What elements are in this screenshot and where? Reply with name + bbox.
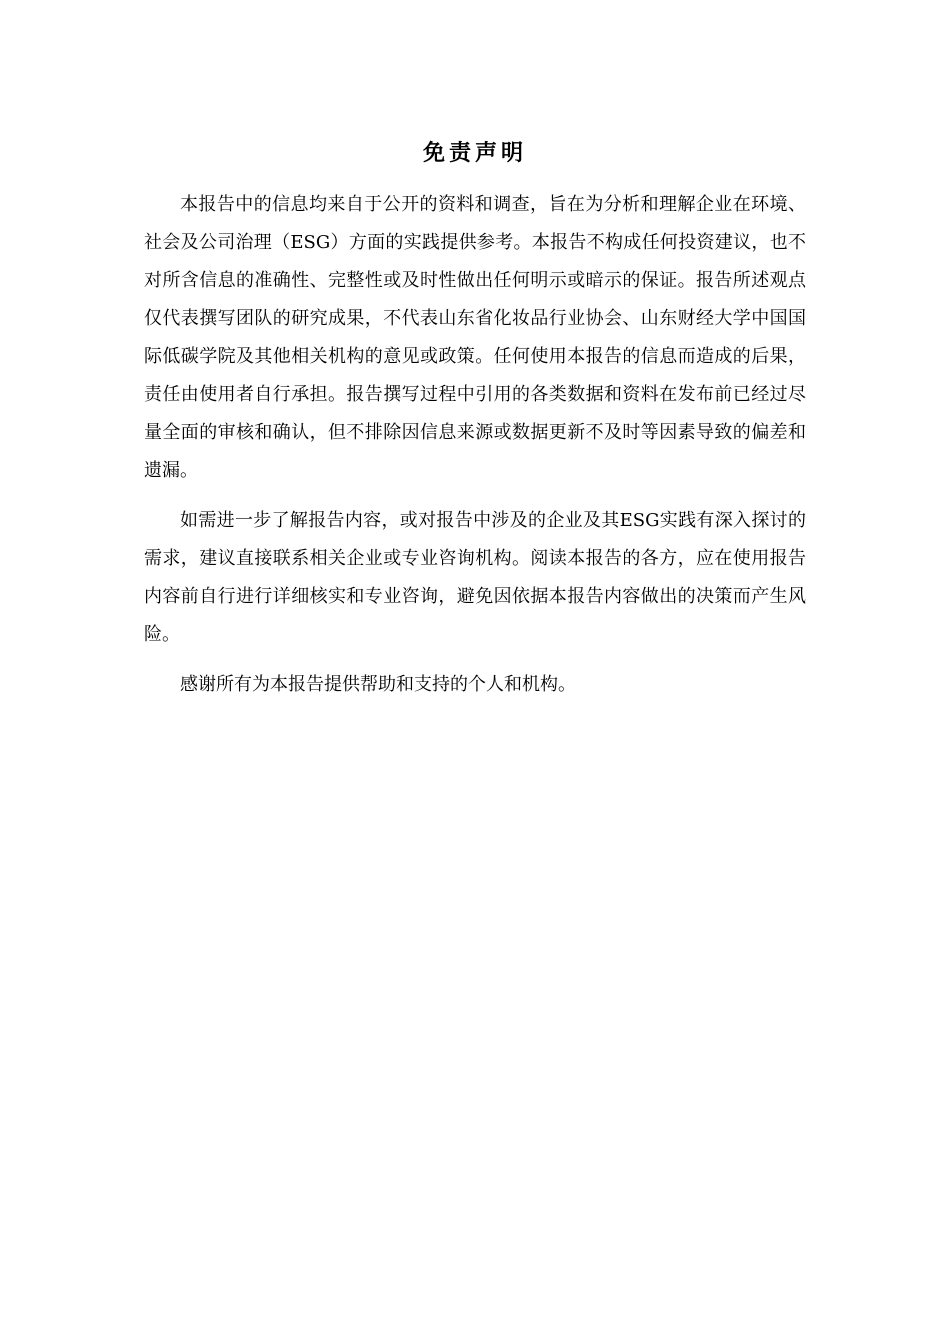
disclaimer-body [144, 186, 806, 716]
paragraph-acknowledgement: 感谢所有为本报告提供帮助和支持的个人和机构。 [180, 674, 576, 695]
paragraph-further-info: 如需进一步了解报告内容，或对报告中涉及的企业及其ESG实践有深入探讨的需求，建议直接联系相关企业或专业咨询机构。阅读本报告的各方，应在使用报告内容前自行进行详细核实和专业咨询，避免因依据本报告内容做出的决策而产生风险。 [144, 510, 806, 645]
paragraph-data-source: 本报告中的信息均来自于公开的资料和调查，旨在为分析和理解企业在环境、社会及公司治理（ESG）方面的实践提供参考。本报告不构成任何投资建议，也不对所含信息的准确性、完整性或及时性做出任何明示或暗示的保证。报告所述观点仅代表撰写团队的研究成果，不代表山东省化妆品行业协会、山东财经大学中国国际低碳学院及其他相关机构的意见或政策。任何使用本报告的信息而造成的后果，责任由使用者自行承担。报告撰写过程中引用的各类数据和资料在发布前已经过尽量全面的审核和确认，但不排除因信息来源或数据更新不及时等因素导致的偏差和遗漏。 [144, 194, 806, 481]
page-title: 免责声明 [422, 140, 527, 166]
